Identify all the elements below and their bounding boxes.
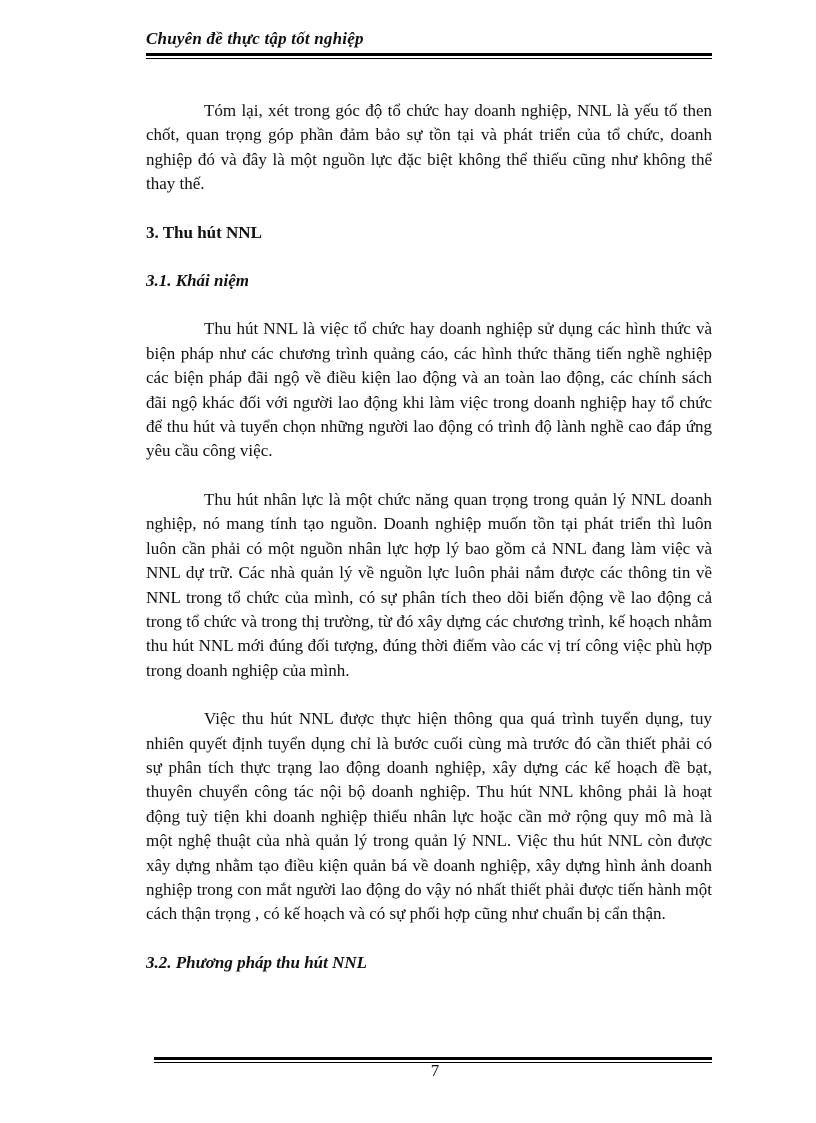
footer-rule	[154, 1057, 712, 1060]
paragraph-process: Việc thu hút NNL được thực hiện thông qua quá trình tuyển dụng, tuy nhiên quyết định tuyển dụng chỉ là bước cuối cùng mà trước đó cần thiết phải có sự phân tích thực trạng lao động doanh nghiệp, xây dựng các kế hoạch đề bạt, thuyên chuyển công tác nội bộ doanh nghiệp. Thu hút NNL không phải là hoạt động tuỳ tiện khi doanh nghiệp thiếu nhân lực hoặc cần mở rộng quy mô mà là một nghệ thuật của nhà quản lý trong quản lý NNL. Việc thu hút NNL còn được xây dựng nhằm tạo điều kiện quản bá về doanh nghiệp, xây dựng hình ảnh doanh nghiệp trong con mắt người lao động do vậy nó nhất thiết phải được tiến hành một cách thận trọng , có kế hoạch và có sự phối hợp cũng như chuẩn bị cẩn thận.	[146, 709, 712, 924]
subsection-heading-3-2: 3.2. Phương pháp thu hút NNL	[146, 952, 368, 972]
paragraph-summary: Tóm lại, xét trong góc độ tổ chức hay doanh nghiệp, NNL là yếu tố then chốt, quan trọng góp phần đảm bảo sự tồn tại và phát triển của tổ chức, doanh nghiệp đó và đây là một nguồn lực đặc biệt không thể thiếu cũng như không thể thay thế.	[146, 101, 712, 194]
section-heading-3: 3. Thu hút NNL	[146, 222, 262, 242]
paragraph-function: Thu hút nhân lực là một chức năng quan trọng trong quản lý NNL doanh nghiệp, nó mang tính tạo nguồn. Doanh nghiệp muốn tồn tại phát triển thì luôn luôn cần phải có một nguồn nhân lực hợp lý bao gồm cả NNL đang làm việc và NNL dự trữ. Các nhà quản lý về nguồn lực luôn phải nắm được các thông tin về NNL trong tổ chức của mình, có sự phân tích theo dõi biến động về lao động cả trong tổ chức và trong thị trường, từ đó xây dựng các chương trình, kế hoạch nhằm thu hút NNL mới đúng đối tượng, đúng thời điểm vào các vị trí công việc phù hợp trong doanh nghiệp của mình.	[146, 489, 712, 680]
document-body	[146, 99, 712, 999]
page-number: 7	[430, 1061, 440, 1080]
header-rule	[146, 53, 712, 56]
header-rule-thin	[146, 58, 712, 59]
paragraph-definition: Thu hút NNL là việc tổ chức hay doanh nghiệp sử dụng các hình thức và biện pháp như các chương trình quảng cáo, các hình thức thăng tiến nghề nghiệp các biện pháp đãi ngộ về điều kiện lao động và an toàn lao động, các chính sách đãi ngộ khác đối với người lao động khi làm việc trong doanh nghiệp hay tổ chức để thu hút và tuyển chọn những người lao động có trình độ lành nghề cao đáp ứng yêu cầu công việc.	[146, 319, 712, 461]
subsection-heading-3-1: 3.1. Khái niệm	[146, 271, 249, 291]
header-title: Chuyên đề thực tập tốt nghiệp	[146, 29, 364, 48]
